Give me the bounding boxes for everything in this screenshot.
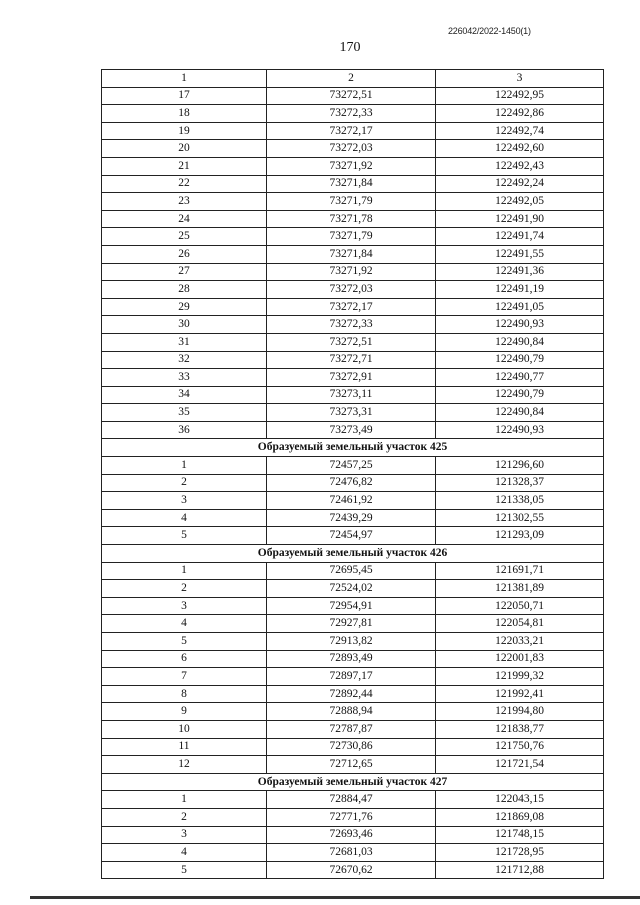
y-coordinate-cell: 121293,09 [436, 527, 604, 545]
x-coordinate-cell: 73271,84 [267, 245, 436, 263]
x-coordinate-cell: 73273,11 [267, 386, 436, 404]
x-coordinate-cell: 73272,51 [267, 333, 436, 351]
table-row [102, 703, 604, 721]
table-row [102, 421, 604, 439]
table-row [102, 404, 604, 422]
table-row [102, 844, 604, 862]
y-coordinate-cell: 121748,15 [436, 826, 604, 844]
y-coordinate-cell: 121838,77 [436, 720, 604, 738]
point-number-cell: 19 [102, 122, 267, 140]
x-coordinate-cell: 73272,17 [267, 298, 436, 316]
x-coordinate-cell: 73273,49 [267, 421, 436, 439]
table-row [102, 263, 604, 281]
section-title: Образуемый земельный участок 425 [102, 439, 604, 457]
table-row [102, 492, 604, 510]
point-number-cell: 35 [102, 404, 267, 422]
y-coordinate-cell: 122490,79 [436, 386, 604, 404]
table-row [102, 333, 604, 351]
table-row [102, 756, 604, 774]
x-coordinate-cell: 72897,17 [267, 668, 436, 686]
y-coordinate-cell: 122491,05 [436, 298, 604, 316]
point-number-cell: 2 [102, 808, 267, 826]
y-coordinate-cell: 122490,93 [436, 421, 604, 439]
page-bottom-rule [30, 896, 640, 899]
point-number-cell: 36 [102, 421, 267, 439]
table-row [102, 386, 604, 404]
table-body [102, 87, 604, 879]
x-coordinate-cell: 72670,62 [267, 861, 436, 879]
table-row [102, 597, 604, 615]
table-row [102, 157, 604, 175]
x-coordinate-cell: 72954,91 [267, 597, 436, 615]
x-coordinate-cell: 73272,33 [267, 316, 436, 334]
y-coordinate-cell: 121296,60 [436, 457, 604, 475]
table-row [102, 316, 604, 334]
y-coordinate-cell: 122491,55 [436, 245, 604, 263]
y-coordinate-cell: 122492,95 [436, 87, 604, 105]
section-row [102, 773, 604, 791]
point-number-cell: 1 [102, 562, 267, 580]
y-coordinate-cell: 121869,08 [436, 808, 604, 826]
x-coordinate-cell: 73272,71 [267, 351, 436, 369]
y-coordinate-cell: 121992,41 [436, 685, 604, 703]
x-coordinate-cell: 72439,29 [267, 509, 436, 527]
x-coordinate-cell: 73271,78 [267, 210, 436, 228]
table-row [102, 298, 604, 316]
y-coordinate-cell: 122491,90 [436, 210, 604, 228]
point-number-cell: 32 [102, 351, 267, 369]
y-coordinate-cell: 121721,54 [436, 756, 604, 774]
point-number-cell: 2 [102, 474, 267, 492]
table-row [102, 650, 604, 668]
point-number-cell: 2 [102, 580, 267, 598]
table-row [102, 720, 604, 738]
y-coordinate-cell: 122492,43 [436, 157, 604, 175]
x-coordinate-cell: 73272,91 [267, 369, 436, 387]
table-row [102, 175, 604, 193]
y-coordinate-cell: 121691,71 [436, 562, 604, 580]
x-coordinate-cell: 73271,92 [267, 157, 436, 175]
table-row [102, 527, 604, 545]
point-number-cell: 28 [102, 281, 267, 299]
y-coordinate-cell: 122043,15 [436, 791, 604, 809]
x-coordinate-cell: 73272,03 [267, 281, 436, 299]
point-number-cell: 9 [102, 703, 267, 721]
y-coordinate-cell: 121712,88 [436, 861, 604, 879]
point-number-cell: 23 [102, 193, 267, 211]
coordinates-table [101, 69, 604, 879]
table-row [102, 668, 604, 686]
y-coordinate-cell: 122490,93 [436, 316, 604, 334]
point-number-cell: 1 [102, 791, 267, 809]
x-coordinate-cell: 72457,25 [267, 457, 436, 475]
point-number-cell: 3 [102, 492, 267, 510]
table-row [102, 140, 604, 158]
table-row [102, 474, 604, 492]
point-number-cell: 1 [102, 457, 267, 475]
point-number-cell: 25 [102, 228, 267, 246]
y-coordinate-cell: 121381,89 [436, 580, 604, 598]
y-coordinate-cell: 122492,05 [436, 193, 604, 211]
y-coordinate-cell: 121999,32 [436, 668, 604, 686]
x-coordinate-cell: 72476,82 [267, 474, 436, 492]
table-row [102, 457, 604, 475]
table-row [102, 105, 604, 123]
x-coordinate-cell: 72524,02 [267, 580, 436, 598]
point-number-cell: 22 [102, 175, 267, 193]
section-title: Образуемый земельный участок 427 [102, 773, 604, 791]
point-number-cell: 33 [102, 369, 267, 387]
table-row [102, 685, 604, 703]
point-number-cell: 5 [102, 861, 267, 879]
point-number-cell: 11 [102, 738, 267, 756]
x-coordinate-cell: 72730,86 [267, 738, 436, 756]
x-coordinate-cell: 73271,84 [267, 175, 436, 193]
table-row [102, 351, 604, 369]
point-number-cell: 4 [102, 615, 267, 633]
table-row [102, 193, 604, 211]
table-row [102, 122, 604, 140]
x-coordinate-cell: 72787,87 [267, 720, 436, 738]
y-coordinate-cell: 122490,84 [436, 404, 604, 422]
table-row [102, 369, 604, 387]
table-header-row [102, 70, 604, 88]
table-row [102, 861, 604, 879]
column-header: 2 [267, 70, 436, 88]
y-coordinate-cell: 121302,55 [436, 509, 604, 527]
table-row [102, 808, 604, 826]
point-number-cell: 8 [102, 685, 267, 703]
point-number-cell: 24 [102, 210, 267, 228]
x-coordinate-cell: 72913,82 [267, 633, 436, 651]
x-coordinate-cell: 73271,92 [267, 263, 436, 281]
x-coordinate-cell: 73272,51 [267, 87, 436, 105]
x-coordinate-cell: 72893,49 [267, 650, 436, 668]
y-coordinate-cell: 122033,21 [436, 633, 604, 651]
section-row [102, 545, 604, 563]
table-row [102, 738, 604, 756]
x-coordinate-cell: 72461,92 [267, 492, 436, 510]
x-coordinate-cell: 72693,46 [267, 826, 436, 844]
point-number-cell: 30 [102, 316, 267, 334]
table-row [102, 245, 604, 263]
document-reference: 226042/2022-1450(1) [448, 26, 531, 36]
y-coordinate-cell: 122491,74 [436, 228, 604, 246]
x-coordinate-cell: 72681,03 [267, 844, 436, 862]
x-coordinate-cell: 73272,17 [267, 122, 436, 140]
y-coordinate-cell: 122492,86 [436, 105, 604, 123]
point-number-cell: 12 [102, 756, 267, 774]
y-coordinate-cell: 121728,95 [436, 844, 604, 862]
y-coordinate-cell: 122001,83 [436, 650, 604, 668]
x-coordinate-cell: 73273,31 [267, 404, 436, 422]
y-coordinate-cell: 122491,19 [436, 281, 604, 299]
table-row [102, 210, 604, 228]
point-number-cell: 17 [102, 87, 267, 105]
x-coordinate-cell: 73272,03 [267, 140, 436, 158]
point-number-cell: 27 [102, 263, 267, 281]
section-row [102, 439, 604, 457]
x-coordinate-cell: 72712,65 [267, 756, 436, 774]
table-row [102, 562, 604, 580]
point-number-cell: 10 [102, 720, 267, 738]
table-row [102, 228, 604, 246]
table-row [102, 826, 604, 844]
table-row [102, 580, 604, 598]
point-number-cell: 20 [102, 140, 267, 158]
y-coordinate-cell: 122490,77 [436, 369, 604, 387]
y-coordinate-cell: 122490,79 [436, 351, 604, 369]
y-coordinate-cell: 122490,84 [436, 333, 604, 351]
table-row [102, 791, 604, 809]
x-coordinate-cell: 72927,81 [267, 615, 436, 633]
point-number-cell: 3 [102, 826, 267, 844]
y-coordinate-cell: 121338,05 [436, 492, 604, 510]
point-number-cell: 5 [102, 527, 267, 545]
section-title: Образуемый земельный участок 426 [102, 545, 604, 563]
y-coordinate-cell: 122491,36 [436, 263, 604, 281]
x-coordinate-cell: 73271,79 [267, 193, 436, 211]
x-coordinate-cell: 72771,76 [267, 808, 436, 826]
point-number-cell: 34 [102, 386, 267, 404]
point-number-cell: 6 [102, 650, 267, 668]
x-coordinate-cell: 72454,97 [267, 527, 436, 545]
point-number-cell: 31 [102, 333, 267, 351]
y-coordinate-cell: 122492,74 [436, 122, 604, 140]
point-number-cell: 29 [102, 298, 267, 316]
table-row [102, 633, 604, 651]
y-coordinate-cell: 122054,81 [436, 615, 604, 633]
point-number-cell: 18 [102, 105, 267, 123]
point-number-cell: 26 [102, 245, 267, 263]
table-row [102, 87, 604, 105]
column-header: 1 [102, 70, 267, 88]
column-header: 3 [436, 70, 604, 88]
y-coordinate-cell: 122492,60 [436, 140, 604, 158]
y-coordinate-cell: 122050,71 [436, 597, 604, 615]
x-coordinate-cell: 72695,45 [267, 562, 436, 580]
point-number-cell: 4 [102, 844, 267, 862]
x-coordinate-cell: 72888,94 [267, 703, 436, 721]
point-number-cell: 5 [102, 633, 267, 651]
x-coordinate-cell: 73271,79 [267, 228, 436, 246]
x-coordinate-cell: 73272,33 [267, 105, 436, 123]
y-coordinate-cell: 121328,37 [436, 474, 604, 492]
y-coordinate-cell: 121994,80 [436, 703, 604, 721]
table-row [102, 615, 604, 633]
point-number-cell: 4 [102, 509, 267, 527]
page-number: 170 [339, 40, 361, 55]
y-coordinate-cell: 122492,24 [436, 175, 604, 193]
x-coordinate-cell: 72884,47 [267, 791, 436, 809]
point-number-cell: 7 [102, 668, 267, 686]
x-coordinate-cell: 72892,44 [267, 685, 436, 703]
y-coordinate-cell: 121750,76 [436, 738, 604, 756]
table-row [102, 281, 604, 299]
table-row [102, 509, 604, 527]
point-number-cell: 21 [102, 157, 267, 175]
point-number-cell: 3 [102, 597, 267, 615]
